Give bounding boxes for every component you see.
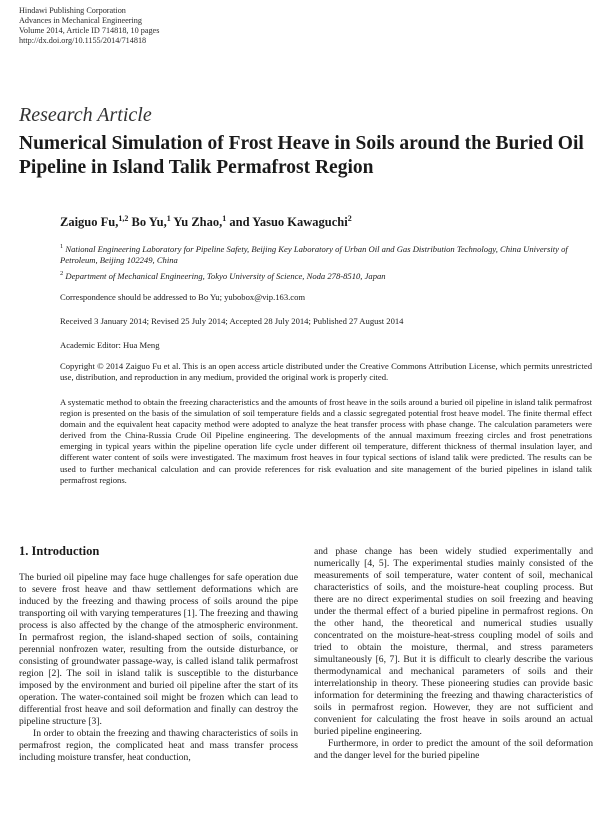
author-name: Bo Yu, [128,215,167,230]
paper-title: Numerical Simulation of Frost Heave in Soils around the Buried Oil Pipeline in Island Talik Permafrost Region [19,133,584,178]
author-list [60,214,352,230]
correspondence-note: Correspondence should be addressed to Bo Yu; yubobox@vip.163.com [60,292,306,302]
author-name: Yu Zhao, [170,215,223,230]
publication-dates: Received 3 January 2014; Revised 25 July 2014; Accepted 28 July 2014; Published 27 August 2014 [60,316,404,326]
left-column [19,572,298,764]
publisher-name: Hindawi Publishing Corporation [19,6,126,15]
section-heading: 1. Introduction [19,544,100,558]
paragraph: Furthermore, in order to predict the amount of the soil deformation and the danger level for the buried pipeline [314,738,593,761]
affiliation-sup: 1 [60,243,64,250]
author-affil-sup: 2 [347,214,352,223]
paragraph: In order to obtain the freezing and thawing characteristics of soils in permafrost region, the complicated heat and mass transfer process including moisture transfer, heat conduction, [19,728,298,763]
author-affil-sup: 1 [222,214,227,223]
author-affil-sup: 1,2 [118,214,129,223]
copyright-notice: Copyright © 2014 Zaiguo Fu et al. This is an open access article distributed under the Creative Commons Attribution License, which permits unrestricted use, distribution, and reproduction in any medium, provided the original work is properly cited. [60,361,592,382]
volume-info: Volume 2014, Article ID 714818, 10 pages [19,26,160,35]
author-name: Zaiguo Fu, [60,215,119,230]
abstract: A systematic method to obtain the freezing characteristics and the amounts of frost heave in the soils around a buried oil pipeline in island talik permafrost region is presented on the basis of the simulation of soil temperature fields and a classic segregated potential frost heave model. The finite thermal effect domain and the equivalent heat capacity method were adopted to analyze the heat transfer process with phase change. The calculation parameters were derived from the China-Russia Crude Oil Pipeline engineering. The developments of the annual maximum freezing circles and frost penetrations emerging in typical years within the pipeline operation life cycle under different oil temperature, different thickness of thermal insulation layer, and different water content of soils were investigated. The maximum frost heaves in four typical sections of island talik were predicted. The results can be used to further mechanical calculation and can provide references for risk evaluation and site management of the buried pipelines in island talik permafrost regions. [60,397,592,485]
author-affil-sup: 1 [166,214,171,223]
right-column [314,546,593,762]
doi-link[interactable]: http://dx.doi.org/10.1155/2014/714818 [19,36,147,45]
affiliation-2 [60,268,590,282]
affiliation-text: Department of Mechanical Engineering, Tokyo University of Science, Noda 278-8510, Japan [63,270,386,281]
affiliation-text: National Engineering Laboratory for Pipeline Safety, Beijing Key Laboratory of Urban Oil and Gas Distribution Technology, China University of Petroleum, Beijing 102249, China [60,243,568,265]
paragraph: and phase change has been widely studied experimentally and numerically [4, 5]. The experimental studies mainly consisted of the measurements of soil temperature, water content of soil, mechanical characteristics of soils, and the moisture-heat coupling process. But there are no direct experimental studies on soil freezing and heaving under the thermal effect of a buried pipeline in permafrost regions. On the other hand, the theoretical and numerical studies usually concentrated on the moisture-heat-stress coupling model of soils and tried to obtain the moisture, thermal, and stress parameters simultaneously [6, 7]. But it is difficult to clearly describe the various thermodynamical and mechanical parameters of soils and their interrelationship in theory. These pioneering studies can provide basic information for determining the freezing and thawing characteristics of soils in permafrost region. However, they are not sufficient and convenient for calculating the frost heave in soils around an actual buried pipeline engineering. [314,546,593,737]
paragraph: The buried oil pipeline may face huge challenges for safe operation due to severe frost heave and thaw settlement deformations which are induced by the freezing and thawing process of soils around the pipe transporting oil with varying temperatures [1]. The freezing and thawing process is also affected by the change of the atmospheric environment. In permafrost region, the island-shaped section of soils, containing perennial nonfrozen water, resulting from the outside disturbance, or consisting of groundwater passage-way, is called island talik permafrost region [2]. The soil in island talik is susceptible to the disturbance imposed by the environment and buried oil pipeline after the start of its operation. The water-contained soil might be frozen which can lead to differential frost heave and soil deformation and finally can destroy the pipeline structure [3]. [19,572,298,727]
author-name: and Yasuo Kawaguchi [226,215,348,230]
affiliation-sup: 2 [60,270,64,277]
academic-editor: Academic Editor: Hua Meng [60,340,160,350]
journal-header [19,6,159,46]
article-type: Research Article [19,104,152,126]
journal-name: Advances in Mechanical Engineering [19,16,142,25]
affiliation-1 [60,241,590,266]
